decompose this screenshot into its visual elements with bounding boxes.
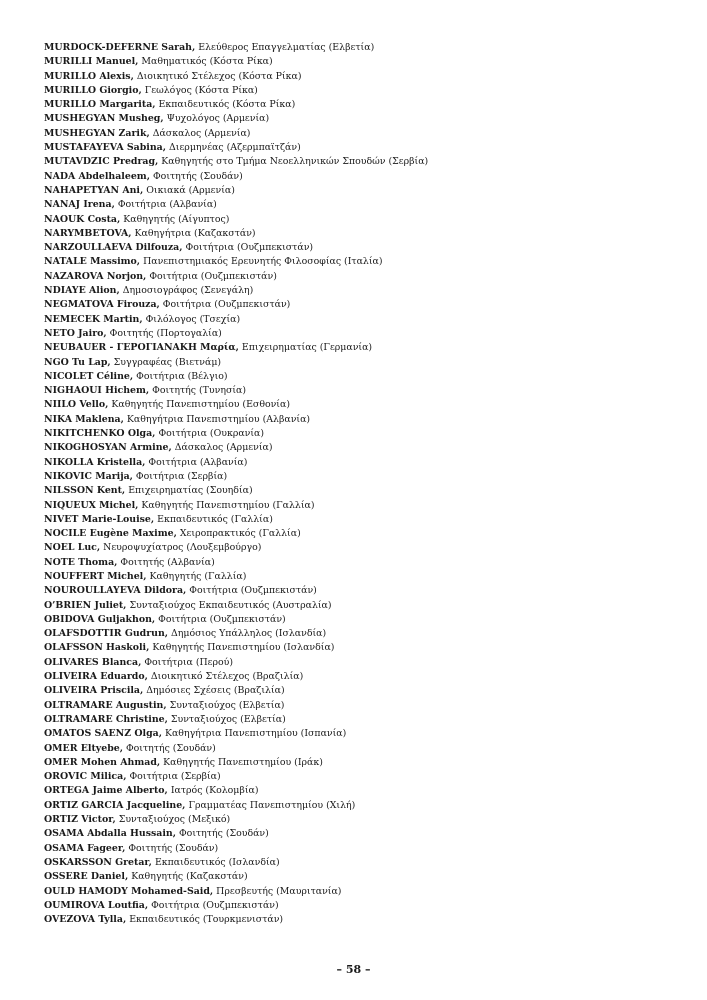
entry-name: OLTRAMARE Augustin,: [44, 699, 167, 711]
list-item: [44, 770, 684, 784]
entry-description: Επιχειρηματίας (Σουηδία): [128, 485, 253, 497]
entry-description: Καθηγητής (Γαλλία): [149, 570, 247, 582]
entry-name: NANAJ Irena,: [44, 199, 115, 211]
entry-name: NARYMBETOVA,: [44, 227, 132, 239]
list-item: [44, 584, 684, 598]
list-item: [44, 327, 684, 341]
entry-description: Πανεπιστημιακός Ερευνητής Φιλοσοφίας (Ιταλία): [143, 256, 383, 268]
entry-description: Συνταξιούχος (Μεξικό): [118, 814, 231, 826]
entry-description: Φοιτήτρια (Περού): [144, 656, 234, 668]
entry-name: NIKOVIC Marija,: [44, 470, 133, 482]
list-item: [44, 784, 684, 798]
entry-name: OULD HAMODY Mohamed-Said,: [44, 885, 214, 897]
list-item: [44, 170, 684, 184]
page-number: – 58 –: [336, 963, 371, 976]
list-item: [44, 756, 684, 770]
entry-name: OROVIC Milica,: [44, 771, 127, 783]
entry-name: NOUFFERT Michel,: [44, 570, 147, 582]
entry-description: Μαθηματικός (Κόστα Ρίκα): [141, 56, 273, 68]
entry-description: Καθηγητής Πανεπιστημίου (Εσθονία): [111, 399, 290, 411]
entry-description: Φοιτήτρια (Σερβία): [129, 771, 221, 783]
entry-name: NDIAYE Alion,: [44, 285, 120, 297]
entry-description: Φιλόλογος (Τσεχία): [145, 313, 241, 325]
entry-description: Φοιτητής (Τυνησία): [152, 385, 247, 397]
entry-name: MURILLO Margarita,: [44, 99, 156, 111]
entry-name: NOEL Luc,: [44, 542, 101, 554]
list-item: [44, 870, 684, 884]
entry-name: OLAFSSON Haskoli,: [44, 642, 150, 654]
entry-description: Πρεσβευτής (Μαυριτανία): [216, 885, 342, 897]
list-item: [44, 213, 684, 227]
list-item: [44, 427, 684, 441]
list-item: [44, 413, 684, 427]
list-item: [44, 112, 684, 126]
entry-description: Ελεύθερος Επαγγελματίας (Ελβετία): [198, 42, 375, 53]
list-item: [44, 227, 684, 241]
entry-description: Φοιτητής (Σουδάν): [178, 828, 269, 840]
list-item: [44, 255, 684, 269]
entry-name: OLIVARES Blanca,: [44, 656, 142, 668]
list-item: [44, 484, 684, 498]
entry-description: Χειροπρακτικός (Γαλλία): [179, 528, 301, 540]
list-item: [44, 742, 684, 756]
list-item: [44, 70, 684, 84]
entry-description: Διοικητικό Στέλεχος (Κόστα Ρίκα): [136, 70, 302, 82]
entry-description: Συνταξιούχος Εκπαιδευτικός (Αυστραλία): [129, 599, 332, 611]
entry-description: Φοιτήτρια (Βέλγιο): [136, 370, 228, 382]
entry-name: NIKOGHOSYAN Armine,: [44, 442, 172, 454]
entry-name: NETO Jairo,: [44, 327, 107, 339]
entry-description: Δημόσιος Υπάλληλος (Ισλανδία): [171, 628, 327, 640]
list-item: [44, 842, 684, 856]
list-item: [44, 684, 684, 698]
entry-name: NAHAPETYAN Ani,: [44, 184, 144, 196]
entry-description: Καθηγητής στο Τμήμα Νεοελληνικών Σπουδών (Σερβία): [161, 156, 429, 168]
entry-description: Εκπαιδευτικός (Ισλανδία): [154, 856, 280, 868]
list-item: [44, 899, 684, 913]
list-item: [44, 284, 684, 298]
list-item: [44, 913, 684, 927]
entry-name: O’BRIEN Juliet,: [44, 599, 127, 611]
entry-name: OSKARSSON Gretar,: [44, 856, 152, 868]
entry-description: Φοιτήτρια (Ουζμπεκιστάν): [162, 299, 291, 311]
list-item: [44, 298, 684, 312]
entry-name: MUSHEGYAN Zarik,: [44, 127, 150, 139]
entry-description: Δημόσιες Σχέσεις (Βραζιλία): [146, 685, 285, 697]
list-item: [44, 641, 684, 655]
entry-description: Φοιτήτρια (Ουκρανία): [158, 428, 265, 440]
list-item: [44, 55, 684, 69]
entry-description: Δάσκαλος (Αρμενία): [174, 442, 273, 454]
entry-description: Καθηγήτρια (Καζακστάν): [134, 227, 256, 239]
entry-description: Φοιτήτρια (Ουζμπεκιστάν): [185, 242, 314, 254]
entry-description: Φοιτήτρια (Ουζμπεκιστάν): [151, 899, 279, 911]
entry-description: Φοιτητής (Σουδάν): [128, 842, 219, 854]
entry-name: OUMIROVA Loutfia,: [44, 899, 149, 911]
entry-name: ORTIZ GARCIA Jacqueline,: [44, 799, 186, 811]
entry-name: OLAFSDOTTIR Gudrun,: [44, 628, 169, 640]
entry-name: NIKA Maklena,: [44, 413, 124, 425]
list-item: [44, 456, 684, 470]
entry-name: OMER Mohen Ahmad,: [44, 756, 161, 768]
entry-name: NEGMATOVA Firouza,: [44, 299, 160, 311]
entry-description: Γραμματέας Πανεπιστημίου (Χιλή): [188, 799, 356, 811]
entry-name: ORTIZ Victor,: [44, 814, 116, 826]
list-item: [44, 570, 684, 584]
list-item: [44, 670, 684, 684]
list-item: [44, 799, 684, 813]
entry-name: OSAMA Abdalla Hussain,: [44, 828, 176, 840]
entry-description: Οικιακά (Αρμενία): [146, 184, 235, 196]
entry-description: Φοιτήτρια (Αλβανία): [117, 199, 217, 211]
entry-description: Διερμηνέας (Αζερμπαϊτζάν): [169, 142, 301, 154]
entry-description: Διοικητικό Στέλεχος (Βραζιλία): [150, 671, 304, 683]
list-item: [44, 141, 684, 155]
entry-name: MUTAVDZIC Predrag,: [44, 156, 159, 168]
list-item: [44, 313, 684, 327]
entry-description: Επιχειρηματίας (Γερμανία): [241, 342, 373, 354]
entry-name: MURILLO Alexis,: [44, 70, 134, 82]
entry-name: NIILO Vello,: [44, 399, 109, 411]
list-item: [44, 198, 684, 212]
list-item: [44, 98, 684, 112]
entry-description: Καθηγητής Πανεπιστημίου (Ιράκ): [163, 756, 323, 768]
list-item: [44, 599, 684, 613]
entry-name: MURILLO Giorgio,: [44, 84, 142, 96]
entry-description: Φοιτήτρια (Ουζμπεκιστάν): [189, 585, 317, 597]
list-item: [44, 184, 684, 198]
list-item: [44, 556, 684, 570]
entry-name: OSAMA Fageer,: [44, 842, 126, 854]
entry-name: NIVET Marie-Louise,: [44, 513, 155, 525]
list-item: [44, 84, 684, 98]
entry-name: NAZAROVA Norjon,: [44, 270, 147, 282]
list-item: [44, 613, 684, 627]
entry-name: NARZOULLAEVA Dilfouza,: [44, 242, 183, 254]
entry-name: NATALE Massimo,: [44, 256, 141, 268]
entry-description: Φοιτητής (Αλβανία): [120, 556, 215, 568]
list-item: [44, 370, 684, 384]
entry-description: Καθηγητής Πανεπιστημίου (Γαλλία): [141, 499, 315, 511]
entry-name: NIKOLLA Kristella,: [44, 456, 146, 468]
list-item: [44, 356, 684, 370]
entry-name: NGO Tu Lap,: [44, 356, 111, 368]
entry-description: Συνταξιούχος (Ελβετία): [169, 699, 285, 711]
entry-name: MURDOCK-DEFERNE Sarah,: [44, 42, 196, 53]
entry-description: Φοιτήτρια (Ουζμπεκιστάν): [158, 613, 286, 625]
entry-name: NAOUK Costa,: [44, 213, 121, 225]
list-item: [44, 41, 684, 55]
entry-name: OMER Eltyebe,: [44, 742, 123, 754]
entry-description: Καθηγήτρια Πανεπιστημίου (Αλβανία): [126, 413, 311, 425]
list-item: [44, 727, 684, 741]
entry-name: NIKITCHENKO Olga,: [44, 428, 156, 440]
entry-name: OLIVEIRA Priscila,: [44, 685, 144, 697]
entry-description: Καθηγητής (Αίγυπτος): [123, 213, 230, 225]
entry-name: NOTE Thoma,: [44, 556, 118, 568]
entry-description: Ιατρός (Κολομβία): [170, 785, 259, 797]
entry-name: OLIVEIRA Eduardo,: [44, 671, 148, 683]
entry-description: Δημοσιογράφος (Σενεγάλη): [122, 285, 254, 297]
entry-description: Φοιτήτρια (Αλβανία): [148, 456, 248, 468]
list-item: [44, 384, 684, 398]
entry-description: Φοιτήτρια (Σερβία): [135, 470, 228, 482]
list-item: [44, 656, 684, 670]
list-item: [44, 856, 684, 870]
list-item: [44, 527, 684, 541]
entry-name: NOUROULLAYEVA Dildora,: [44, 585, 187, 597]
list-item: [44, 127, 684, 141]
entry-name: OMATOS SAENZ Olga,: [44, 728, 162, 740]
list-item: [44, 713, 684, 727]
entry-description: Καθηγητής Πανεπιστημίου (Ισλανδία): [152, 642, 335, 654]
entry-name: NIGHAOUI Hichem,: [44, 385, 150, 397]
entry-description: Συγγραφέας (Βιετνάμ): [113, 356, 222, 368]
entry-description: Καθηγητής (Καζακστάν): [131, 871, 248, 883]
list-item: [44, 627, 684, 641]
entry-description: Καθηγήτρια Πανεπιστημίου (Ισπανία): [164, 728, 347, 740]
entry-name: MUSHEGYAN Musheg,: [44, 113, 164, 125]
list-item: [44, 241, 684, 255]
entry-description: Συνταξιούχος (Ελβετία): [170, 713, 286, 725]
entry-description: Φοιτητής (Πορτογαλία): [109, 327, 222, 339]
list-item: [44, 155, 684, 169]
list-item: [44, 541, 684, 555]
entry-name: OVEZOVA Tylla,: [44, 914, 127, 926]
entry-name: NADA Abdelhaleem,: [44, 170, 150, 182]
entry-name: OSSERE Daniel,: [44, 871, 129, 883]
entry-name: MURILLI Manuel,: [44, 56, 139, 68]
entry-description: Γεωλόγος (Κόστα Ρίκα): [144, 84, 258, 96]
entry-description: Εκπαιδευτικός (Τουρκμενιστάν): [129, 914, 284, 926]
entry-name: ORTEGA Jaime Alberto,: [44, 785, 168, 797]
entry-description: Δάσκαλος (Αρμενία): [152, 127, 251, 139]
entry-description: Ψυχολόγος (Αρμενία): [166, 113, 270, 125]
list-item: [44, 270, 684, 284]
entry-name: NIQUEUX Michel,: [44, 499, 139, 511]
entry-name: NICOLET Céline,: [44, 370, 134, 382]
list-item: [44, 499, 684, 513]
entry-description: Νευροψυχίατρος (Λουξεμβούργο): [103, 542, 262, 554]
entry-description: Φοιτητής (Σουδάν): [125, 742, 216, 754]
list-item: [44, 699, 684, 713]
list-item: [44, 441, 684, 455]
list-item: [44, 470, 684, 484]
entry-name: OLTRAMARE Christine,: [44, 713, 168, 725]
entry-description: Εκπαιδευτικός (Κόστα Ρίκα): [158, 99, 296, 111]
list-item: [44, 398, 684, 412]
list-item: [44, 813, 684, 827]
entry-name: OBIDOVA Guljakhon,: [44, 613, 156, 625]
entry-name: MUSTAFAYEVA Sabina,: [44, 142, 167, 154]
entry-description: Εκπαιδευτικός (Γαλλία): [157, 513, 273, 525]
entry-name: NEUBAUER - ΓΕΡΟΓΙΑΝΑΚΗ Μαρία,: [44, 342, 239, 354]
entry-description: Φοιτητής (Σουδάν): [152, 170, 243, 182]
entry-name: NILSSON Kent,: [44, 485, 126, 497]
list-item: [44, 827, 684, 841]
participant-list: [44, 41, 684, 927]
entry-name: NEMECEK Martin,: [44, 313, 143, 325]
entry-name: NOCILE Eugène Maxime,: [44, 528, 177, 540]
list-item: [44, 513, 684, 527]
entry-description: Φοιτήτρια (Ουζμπεκιστάν): [149, 270, 277, 282]
list-item: [44, 885, 684, 899]
list-item: [44, 341, 684, 355]
